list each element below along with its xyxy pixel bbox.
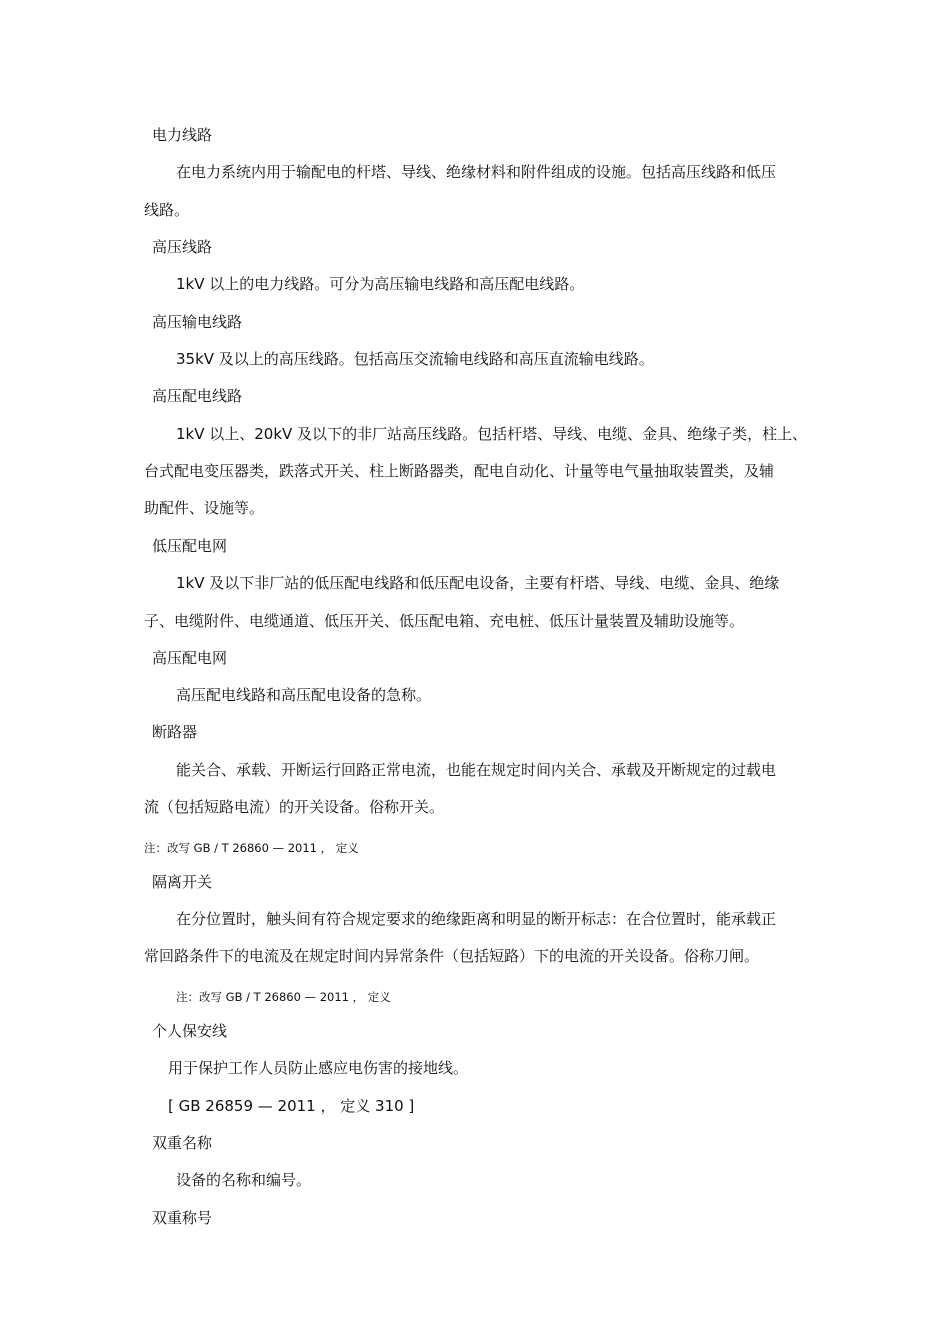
reference-citation: [ GB 26859 — 2011 ， 定义 310 ] — [168, 1097, 415, 1115]
term-heading: 高压配电线路 — [152, 387, 243, 405]
source-note: 注：改写 GB / T 26860 — 2011 ， 定义 — [176, 990, 391, 1004]
definition-text: 1kV 以上、20kV 及以下的非厂站高压线路。包括杆塔、导线、电缆、金具、绝缘子类，柱上、 — [176, 425, 808, 443]
term-heading: 高压配电网 — [152, 649, 228, 667]
definition-text: 台式配电变压器类，跌落式开关、柱上断路器类，配电自动化、计量等电气量抽取装置类，及辅 — [144, 462, 775, 480]
definition-text: 高压配电线路和高压配电设备的急称。 — [176, 686, 432, 704]
term-heading: 电力线路 — [152, 126, 213, 144]
definition-text: 设备的名称和编号。 — [176, 1171, 312, 1189]
definition-text: 35kV 及以上的高压线路。包括高压交流输电线路和高压直流输电线路。 — [176, 350, 654, 368]
definition-text: 流（包括短路电流）的开关设备。俗称开关。 — [144, 798, 445, 816]
term-heading: 个人保安线 — [152, 1022, 228, 1040]
definition-text: 能关合、承载、开断运行回路正常电流，也能在规定时间内关合、承载及开断规定的过载电 — [176, 761, 777, 779]
source-note: 注：改写 GB / T 26860 — 2011 ， 定义 — [144, 841, 359, 855]
definition-text: 线路。 — [144, 201, 190, 219]
definition-text: 用于保护工作人员防止感应电伤害的接地线。 — [168, 1059, 469, 1077]
term-heading: 高压输电线路 — [152, 313, 243, 331]
definition-text: 在电力系统内用于输配电的杆塔、导线、绝缘材料和附件组成的设施。包括高压线路和低压 — [176, 163, 777, 181]
definition-text: 在分位置时，触头间有符合规定要求的绝缘距离和明显的断开标志：在合位置时，能承载正 — [176, 910, 777, 928]
definition-text: 助配件、设施等。 — [144, 499, 265, 517]
term-heading: 双重称号 — [152, 1209, 213, 1227]
term-heading: 断路器 — [152, 723, 198, 741]
term-heading: 低压配电网 — [152, 537, 228, 555]
definition-text: 子、电缆附件、电缆通道、低压开关、低压配电箱、充电桩、低压计量装置及辅助设施等。 — [144, 612, 745, 630]
term-heading: 高压线路 — [152, 238, 213, 256]
definition-text: 1kV 以上的电力线路。可分为高压输电线路和高压配电线路。 — [176, 275, 585, 293]
definition-text: 常回路条件下的电流及在规定时间内异常条件（包括短路）下的电流的开关设备。俗称刀闸。 — [144, 947, 760, 965]
definition-text: 1kV 及以下非厂站的低压配电线路和低压配电设备，主要有杆塔、导线、电缆、金具、绝缘 — [176, 574, 780, 592]
term-heading: 双重名称 — [152, 1134, 213, 1152]
term-heading: 隔离开关 — [152, 873, 213, 891]
